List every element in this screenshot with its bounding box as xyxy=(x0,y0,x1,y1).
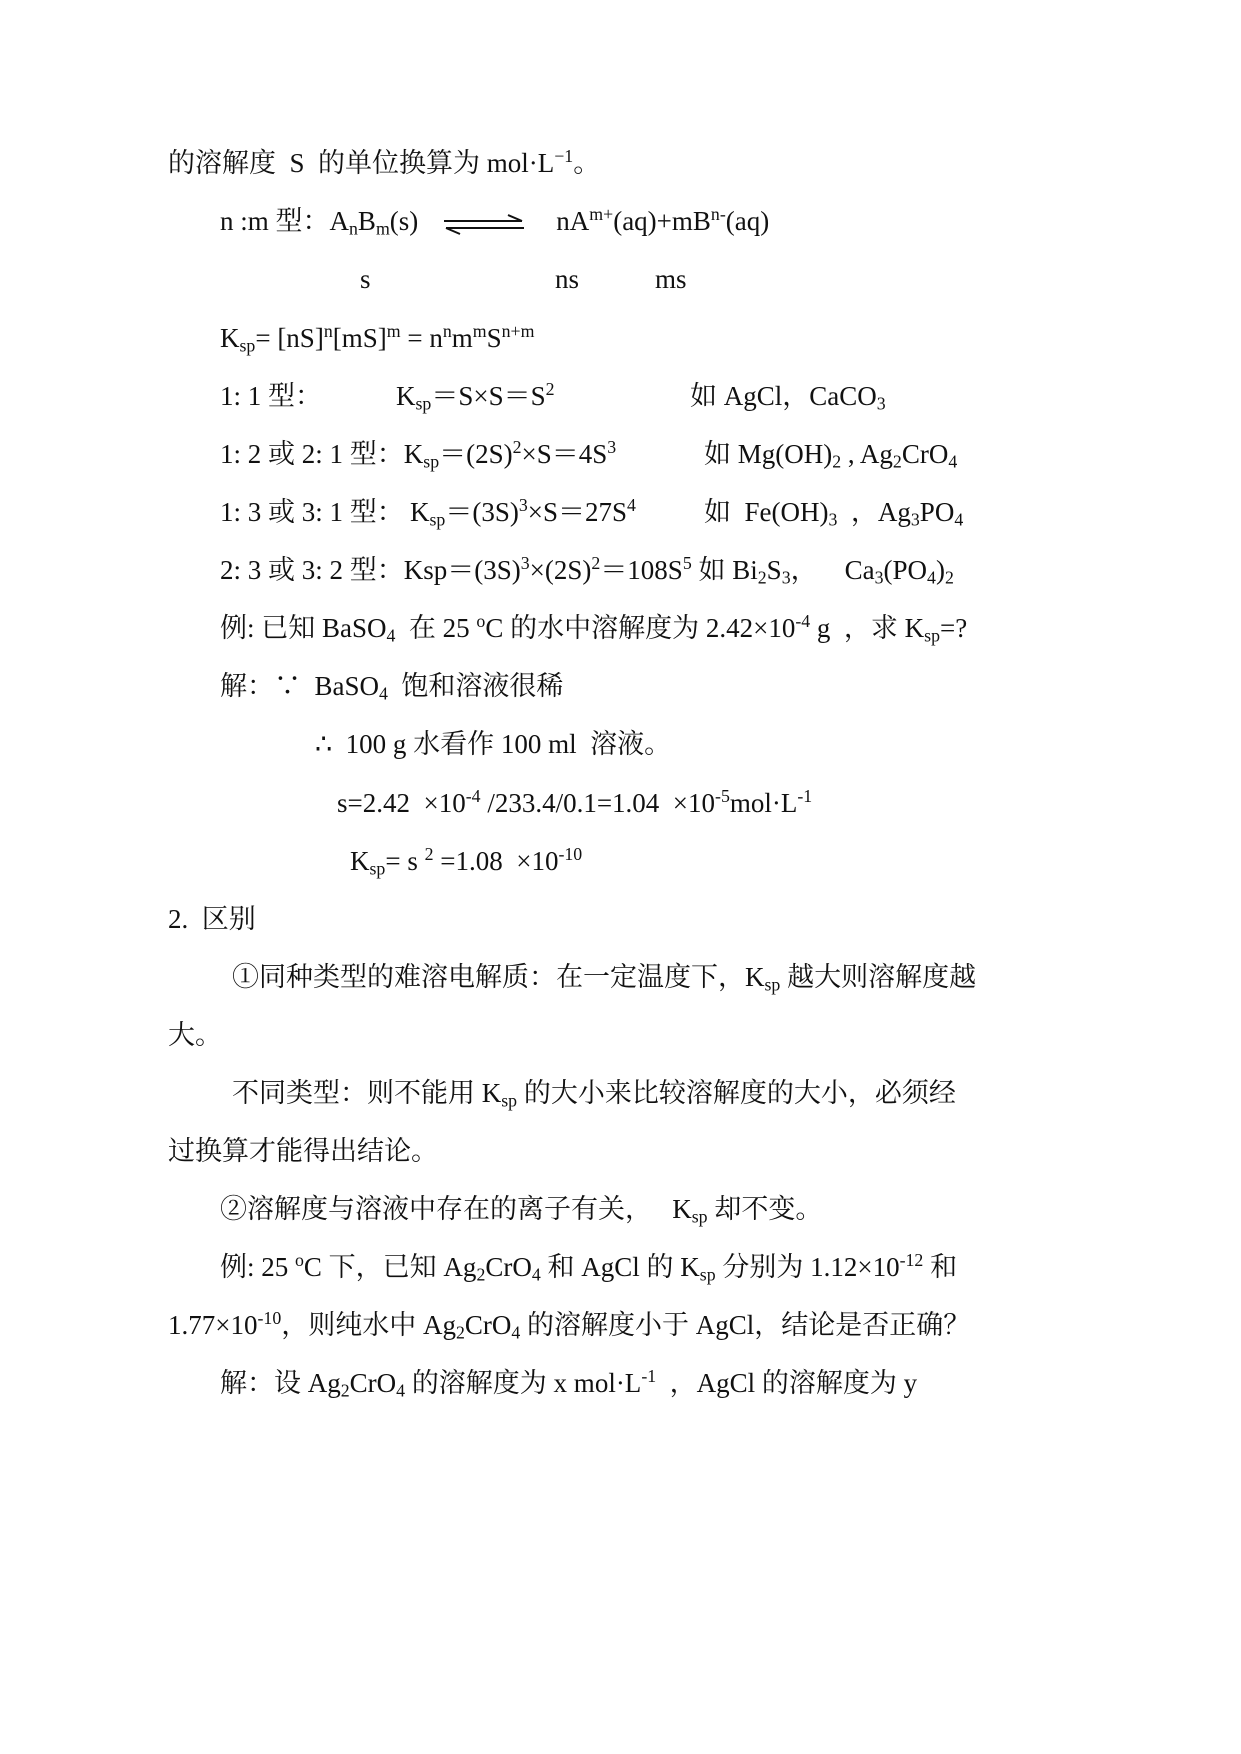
example-2: 例: 25 $^o$C 下，已知 $Ag_2CrO_4$ 和 AgCl 的 $K_{sp}$ 分别为 $1.12\times 10^{-12}$ 和 xyxy=(220,1250,958,1285)
paragraph-2: 不同类型：则不能用 $K_{sp}$ 的大小来比较溶解度的大小，必须经 xyxy=(232,1078,956,1111)
paragraph-3: ②溶解度与溶液中存在的离子有关， $K_{sp}$ 却不变。 xyxy=(220,1194,823,1227)
line-solubility-unit: 的溶解度 S 的单位换算为 $mol\cdot L^{-1}$。 xyxy=(168,146,601,178)
solution-line-1: 解：∵ BaSO$_4$ 饱和溶液很稀 xyxy=(220,671,564,704)
conc-ns: ns xyxy=(555,264,580,294)
equilibrium-arrow-icon xyxy=(442,213,526,235)
example-baso4: 例: 已知 BaSO$_4$ 在 25 $^o$C 的水中溶解度为 $2.42\times 10^{-4}$ g ，求 $K_{sp}=$? xyxy=(220,611,968,646)
type12-example: 如 $Mg(OH)_2$ , $Ag_2CrO_4$ xyxy=(704,439,958,472)
type13-formula: $K_{sp}=(3S)^3\times S=27S^4$ xyxy=(410,495,636,530)
conc-ms: ms xyxy=(655,264,687,294)
type11-example: 如 AgCl，CaCO$_3$ xyxy=(690,381,886,414)
example-2-cont: $1.77\times 10^{-10}$，则纯水中 $Ag_2CrO_4$ 的溶解度小于 AgCl，结论是否正确？ xyxy=(168,1308,971,1343)
solution-line-4: $K_{sp}= s$ $^2 =1.08 \times 10^{-10}$ xyxy=(350,844,583,879)
type11-formula: $K_{sp}=S\times S=S^2$ xyxy=(396,379,555,414)
type13-example: 如 $Fe(OH)_3$ ，$Ag_3PO_4$ xyxy=(704,497,964,530)
solution-line-2: ∴ 100 g 水看作 100 ml 溶液。 xyxy=(315,729,672,759)
type13-label: 1: 3 或 3: 1 型： xyxy=(220,497,404,527)
type23-line: 2: 3 或 3: 2 型：$Ksp=(3S)^3\times(2S)^2=108S^5$ 如 $Bi_2S_3$， $Ca_3(PO_4)_2$ xyxy=(220,553,954,588)
solution-2: 解：设 $Ag_2CrO_4$ 的溶解度为 x $mol\cdot L^{-1}$ ，AgCl 的溶解度为 y xyxy=(220,1366,918,1401)
conc-s: s xyxy=(360,264,371,294)
type12-formula: 1: 2 或 2: 1 型：$K_{sp}=(2S)^2\times S=4S^3$ xyxy=(220,437,617,472)
solution-line-3: $s=2.42 \times 10^{-4}$ $/233.4/0.1=1.04 \times 10^{-5}mol\cdot L^{-1}$ xyxy=(337,786,813,818)
line-ksp-general: $K_{sp}= [nS]^n[mS]^m = n^nm^mS^{n+m}$ xyxy=(220,321,535,356)
type11-label: 1: 1 型： xyxy=(220,381,323,411)
paragraph-2-cont: 过换算才能得出结论。 xyxy=(168,1136,438,1166)
paragraph-1: ①同种类型的难溶电解质：在一定温度下，$K_{sp}$ 越大则溶解度越 xyxy=(232,962,977,995)
line-nm-type-equilibrium: n :m 型：$A_nB_m(s)$ $nA^{m+}(aq)+mB^{n-}(aq)$ xyxy=(220,204,770,239)
paragraph-1-cont: 大。 xyxy=(168,1020,222,1050)
section-heading-2: 2. 区别 xyxy=(168,904,256,934)
